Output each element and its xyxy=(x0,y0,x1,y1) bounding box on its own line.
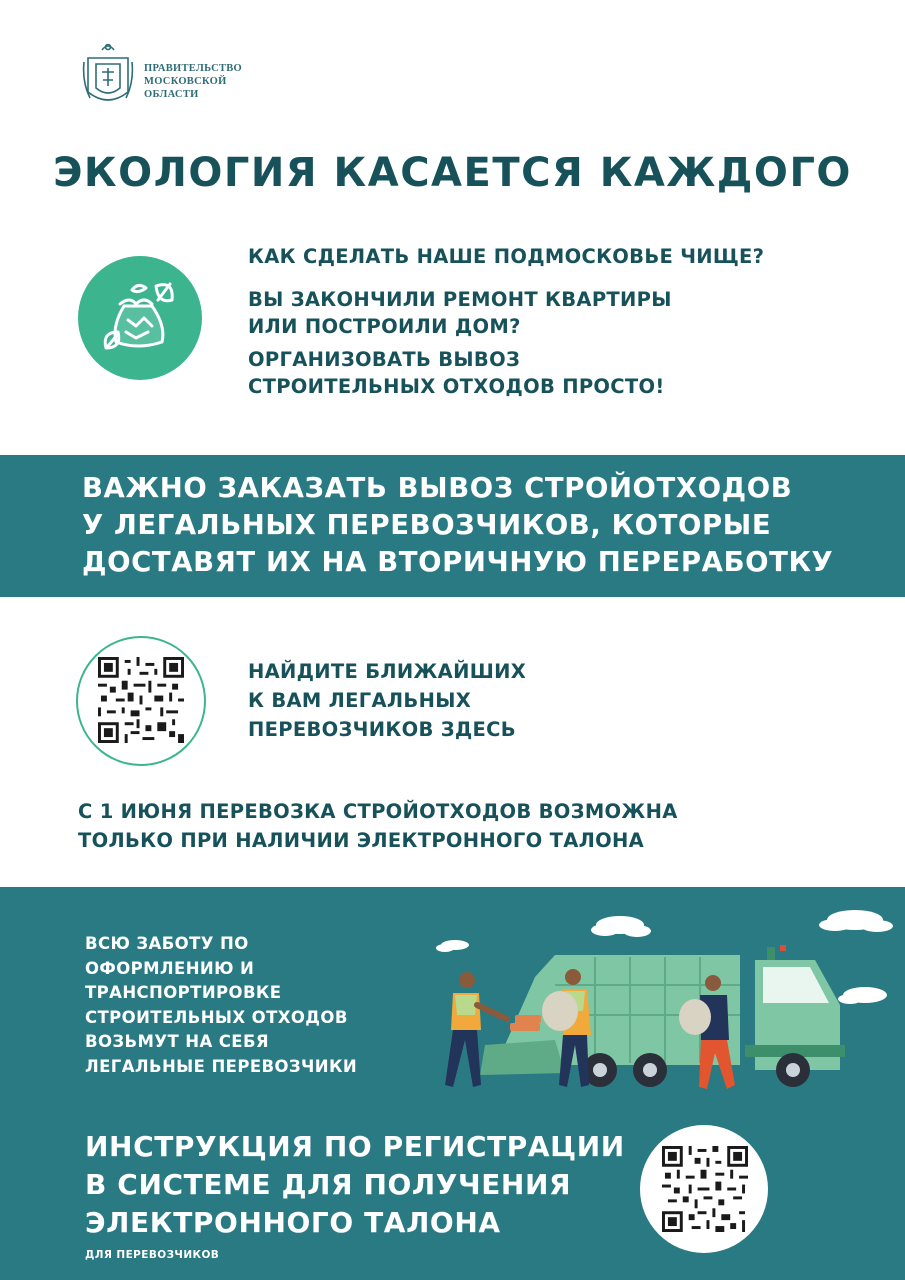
coat-of-arms-icon xyxy=(82,42,134,110)
page-title: ЭКОЛОГИЯ КАСАЕТСЯ КАЖДОГО xyxy=(53,150,852,196)
intro-icon-circle xyxy=(78,256,202,380)
intro-question-3: ОРГАНИЗОВАТЬ ВЫВОЗ СТРОИТЕЛЬНЫХ ОТХОДОВ ПРОСТО! xyxy=(248,348,665,398)
qr-code-icon[interactable] xyxy=(98,657,184,743)
find-carriers-text: НАЙДИТЕ БЛИЖАЙШИХ К ВАМ ЛЕГАЛЬНЫХ ПЕРЕВОЗЧИКОВ ЗДЕСЬ xyxy=(248,660,527,741)
intro-question-1: КАК СДЕЛАТЬ НАШЕ ПОДМОСКОВЬЕ ЧИЩЕ? xyxy=(248,245,765,268)
org-logo xyxy=(82,42,302,112)
qr-code-icon[interactable] xyxy=(662,1146,748,1232)
care-text: ВСЮ ЗАБОТУ ПО ОФОРМЛЕНИЮ И ТРАНСПОРТИРОВКЕ СТРОИТЕЛЬНЫХ ОТХОДОВ ВОЗЬМУТ НА СЕБЯ ЛЕГАЛЬНЫЕ ПЕРЕВОЗЧИКИ xyxy=(85,934,358,1076)
garbage-truck-workers-illustration xyxy=(415,905,905,1105)
registration-instruction: ИНСТРУКЦИЯ ПО РЕГИСТРАЦИИ В СИСТЕМЕ ДЛЯ ПОЛУЧЕНИЯ ЭЛЕКТРОННОГО ТАЛОНА xyxy=(85,1130,625,1239)
for-carriers-label: ДЛЯ ПЕРЕВОЗЧИКОВ xyxy=(85,1249,220,1261)
important-band-text: ВАЖНО ЗАКАЗАТЬ ВЫВОЗ СТРОЙОТХОДОВ У ЛЕГАЛЬНЫХ ПЕРЕВОЗЧИКОВ, КОТОРЫЕ ДОСТАВЯТ ИХ НА ВТОРИЧНУЮ ПЕРЕРАБОТКУ xyxy=(82,472,834,578)
org-name: ПРАВИТЕЛЬСТВО МОСКОВСКОЙ ОБЛАСТИ xyxy=(144,63,243,100)
june-notice: С 1 ИЮНЯ ПЕРЕВОЗКА СТРОЙОТХОДОВ ВОЗМОЖНА ТОЛЬКО ПРИ НАЛИЧИИ ЭЛЕКТРОННОГО ТАЛОНА xyxy=(78,800,678,852)
intro-question-2: ВЫ ЗАКОНЧИЛИ РЕМОНТ КВАРТИРЫ ИЛИ ПОСТРОИЛИ ДОМ? xyxy=(248,288,672,338)
trash-bag-leaves-icon xyxy=(78,256,202,380)
